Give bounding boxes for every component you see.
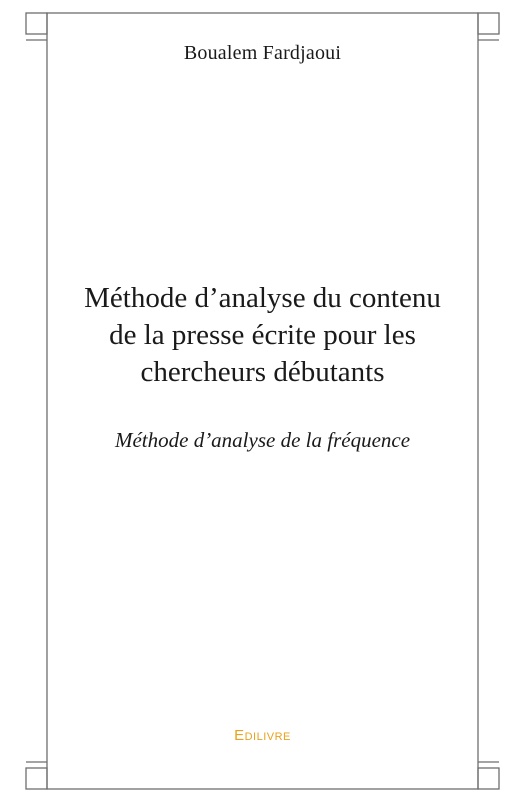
corner-square-bottom-right xyxy=(478,768,499,789)
book-subtitle: Méthode d’analyse de la fréquence xyxy=(114,428,411,452)
book-title xyxy=(40,280,485,391)
corner-square-top-left xyxy=(26,13,47,34)
author-name: Boualem Fardjaoui xyxy=(183,42,342,64)
publisher-logo: Edilivre xyxy=(234,727,291,744)
corner-square-top-right xyxy=(478,13,499,34)
title-line: de la presse écrite pour les xyxy=(109,319,416,351)
title-line: Méthode d’analyse du contenu xyxy=(84,282,441,314)
title-line: chercheurs débutants xyxy=(140,356,385,388)
corner-square-bottom-left xyxy=(26,768,47,789)
frame-border xyxy=(47,13,478,789)
